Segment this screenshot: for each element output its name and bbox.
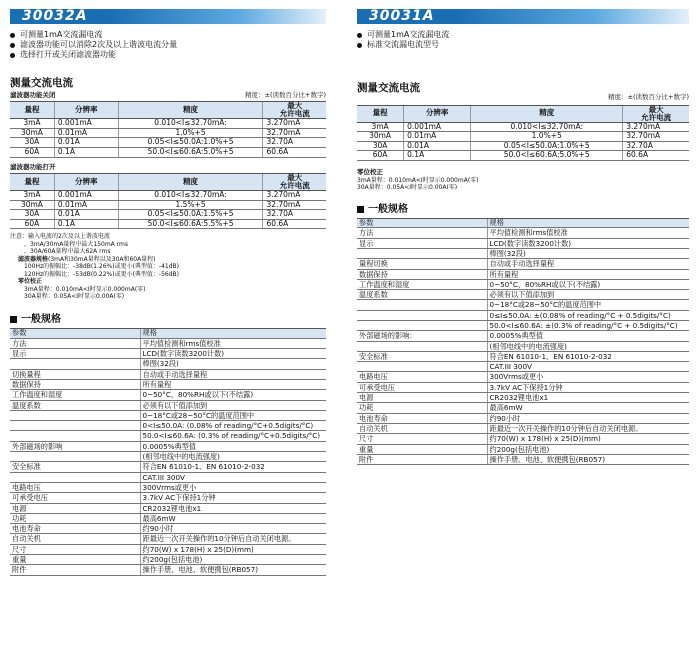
table-cell: 0.01mA [404,132,471,142]
table-cell: 30mA [10,128,54,138]
spec-value: 0.0005%典型值 [487,331,689,341]
col-header: 量程 [10,173,54,190]
spec-key: 温度系数 [357,290,487,300]
spec-row [10,359,326,369]
table-cell: 0.01mA [54,128,118,138]
spec-value: 约70(W) x 178(H) x 25(D)(mm) [487,434,689,444]
spec-key: 工作温度和湿度 [357,279,487,289]
spec-row [10,524,326,534]
table-cell: 1.0%+5 [118,128,263,138]
spec-row [10,349,326,359]
notes-block [10,233,326,301]
accuracy-table [357,105,689,162]
spec-key [357,300,487,310]
spec-value: 300Vrms或更小 [140,482,326,492]
spec-row [357,393,689,403]
note-line: 30A量程：0.05A<I时显示0.00A(零) [357,184,458,192]
spec-key: 显示 [10,349,140,359]
accuracy-note: 精度：±(读数百分比+数字) [608,93,689,102]
spec-value: 0~50°C，80%RH或以下(不结露) [140,390,326,400]
spec-key: 自动关机 [357,423,487,433]
bullet-icon [357,43,362,48]
table-cell: 50.0<I≤60.6A:5.0%+5 [118,147,263,157]
table-cell: 60A [357,151,404,161]
spec-key: 重量 [10,554,140,564]
spec-value: 0<I≤50.0A: (0.08% of reading/°C+0.5digits/°C) [140,421,326,431]
spec-value: 所有量程 [140,379,326,389]
spec-value: 所有量程 [487,269,689,279]
general-spec-title: 一般规格 [10,314,326,326]
spec-row [10,338,326,348]
spec-row [10,379,326,389]
spec-row [357,279,689,289]
spec-row [10,513,326,523]
square-icon [357,206,364,213]
table-cell: 30A [10,138,54,148]
table-cell: 0.05<I≤50.0A:1.0%+5 [118,138,263,148]
spec-value: 操作手册、电池、软便携包(RB057) [140,565,326,575]
spec-key: 安全标准 [10,462,140,472]
spec-key: 方法 [10,338,140,348]
spec-value: (相邻电线中的电流强度) [487,341,689,351]
table-cell: 0.05<I≤50.0A:1.0%+5 [471,141,623,151]
spec-row [357,413,689,423]
spec-row [10,410,326,420]
feature-item: 标准交流漏电流型号 [357,40,689,50]
spec-value: 平均值检测和rms值校准 [140,338,326,348]
table-cell: 0.01A [404,141,471,151]
spec-key [10,410,140,420]
spec-key [357,320,487,330]
spec-value: 棒图(32段) [487,248,689,258]
spec-value: 0~50°C，80%RH或以下(不结露) [487,279,689,289]
table-row [357,132,689,142]
spec-row [357,259,689,269]
table-cell: 3mA [10,119,54,129]
table-cell: 0.1A [54,219,118,229]
spec-key [357,310,487,320]
table-cell: 3mA [357,122,404,132]
bullet-icon [10,43,15,48]
spec-value: 3.7kV AC下保持1分钟 [140,493,326,503]
spec-row [357,269,689,279]
spec-key: 外部磁场的影响 [10,441,140,451]
accuracy-note: 精度：±(读数百分比+数字) [245,90,326,99]
spec-row [357,290,689,300]
table-cell: 60.6A [623,151,689,161]
col-header: 最大 允许电流 [263,102,326,119]
table-row [10,210,326,220]
spec-value: LCD(数字读数3200计数) [140,349,326,359]
model-banner [10,9,326,24]
left-column [10,0,326,576]
spec-value: 0.0005%典型值 [140,441,326,451]
spec-row [357,444,689,454]
spec-key: 外部磁场的影响： [357,331,487,341]
table-cell: 60A [10,147,54,157]
spec-row [10,369,326,379]
table-row [10,190,326,200]
spec-key: 安全标准 [357,351,487,361]
table-cell: 0.001mA [54,190,118,200]
table-cell: 3mA [10,190,54,200]
spec-key [357,248,487,258]
table-cell: 0.01A [54,138,118,148]
spec-key: 功耗 [357,403,487,413]
spec-key: 可承受电压 [357,382,487,392]
spec-row [357,362,689,372]
spec-row [357,382,689,392]
table-cell: 0.1A [54,147,118,157]
col-header: 最大 允许电流 [623,105,689,122]
spec-row [357,372,689,382]
spec-key: 电池寿命 [357,413,487,423]
spec-key: 切换量程 [10,369,140,379]
section-title: 测量交流电流 [357,82,420,94]
table-cell: 30mA [10,200,54,210]
spec-row [357,300,689,310]
col-header: 精度 [118,173,263,190]
spec-key [10,452,140,462]
feature-item: 可测量1mA交流漏电流 [357,30,689,40]
note-line: ，3mA/30mA量程中最大150mA rms [24,240,129,248]
bullet-icon [357,33,362,38]
spec-row [10,482,326,492]
table-cell: 50.0<I≤60.6A:5.0%+5 [471,151,623,161]
spec-value: 50.0<I≤60.6A: (0.3% of reading/°C+0.5digits/°C) [140,431,326,441]
spec-key: 功耗 [10,513,140,523]
filter-spec: 滤波器规格(3mA和30mA量程以及30A和60A量程) [18,255,156,263]
spec-key: 方法 [357,228,487,238]
feature-list [357,30,689,50]
general-spec-table [357,218,689,465]
spec-row [10,390,326,400]
spec-key: 附件 [10,565,140,575]
table-row [10,147,326,157]
table-cell: 0.010<I≤32.70mA: [118,190,263,200]
spec-key [10,421,140,431]
table-row [10,219,326,229]
spec-value: 0≤I≤50.0A: ±(0.08% of reading/°C + 0.5digits/°C) [487,310,689,320]
spec-value: LCD(数字读数3200计数) [487,238,689,248]
spec-value: 符合EN 61010-1、EN 61010-2-032 [487,351,689,361]
spec-key: 数据保持 [10,379,140,389]
table-cell: 30A [357,141,404,151]
spec-value: 50.0<I≤60.6A: ±(0.3% of reading/°C + 0.5digits/°C) [487,320,689,330]
spec-value: CAT.III 300V [140,472,326,482]
table-cell: 3.270mA [263,190,326,200]
note-line: 120Hz的振幅比：-53dB(0.22%)或更小(典型值：-56dB) [24,270,179,278]
zero-title: 零位校正 [18,278,43,286]
banner-gradient [110,9,326,24]
col-header: 精度 [471,105,623,122]
col-header: 量程 [357,105,404,122]
spec-row [10,462,326,472]
spec-row [10,431,326,441]
table-cell: 32.70A [263,138,326,148]
table-cell: 32.70mA [623,132,689,142]
spec-row [357,423,689,433]
spec-key: 工作温度和湿度 [10,390,140,400]
spec-value: 约90小时 [140,524,326,534]
table-cell: 60.6A [263,147,326,157]
spec-value: 距最近一次开关操作的10分钟后自动关闭电源。 [140,534,326,544]
spec-value: 约200g(包括电池) [487,444,689,454]
table-cell: 0.001mA [404,122,471,132]
spec-row [357,403,689,413]
table-cell: 0.05<I≤50.0A:1.5%+5 [118,210,263,220]
spec-key: 附件 [357,454,487,464]
model-number: 30032A [10,9,96,24]
spec-key [357,341,487,351]
spec-row [357,228,689,238]
table-row [357,151,689,161]
spec-value: 最高6mW [487,403,689,413]
spec-key [10,359,140,369]
table-row [10,119,326,129]
spec-value: 操作手册、电池、软便携包(RB057) [487,454,689,464]
table-cell: 0.01mA [54,200,118,210]
spec-value: 自动或手动选择量程 [487,259,689,269]
spec-key: 电路电压 [357,372,487,382]
feature-item: 选择打开或关闭滤波器功能 [10,50,326,60]
table-cell: 3.270mA [623,122,689,132]
spec-row [10,544,326,554]
spec-key: 重量 [357,444,487,454]
col-header: 分辨率 [54,173,118,190]
filter-on-label: 滤波器功能打开 [10,162,56,171]
spec-value: 0~18°C或28~50°C的温度范围中 [140,410,326,420]
table-cell: 60A [10,219,54,229]
note-line: ，30A/60A量程中最大62A rms [24,248,111,256]
spec-value: 约90小时 [487,413,689,423]
spec-row [10,503,326,513]
col-header: 规格 [487,219,689,228]
table-cell: 30mA [357,132,404,142]
table-cell: 32.70A [623,141,689,151]
filter-off-label: 滤波器功能关闭 [10,91,56,100]
table-cell: 0.01A [54,210,118,220]
spec-key [10,472,140,482]
spec-value: CR2032锂电池x1 [487,393,689,403]
spec-row [357,434,689,444]
table-cell: 1.0%+5 [471,132,623,142]
bullet-icon [10,53,15,58]
spec-key: 可承受电压 [10,493,140,503]
col-header: 量程 [10,102,54,119]
table-cell: 1.5%+5 [118,200,263,210]
spec-key [357,362,487,372]
spec-row [10,421,326,431]
spec-value: 300Vrms或更小 [487,372,689,382]
feature-item: 可测量1mA交流漏电流 [10,30,326,40]
spec-key: 电池寿命 [10,524,140,534]
spec-row [10,400,326,410]
right-column [357,0,689,465]
table-row [10,138,326,148]
spec-row [10,493,326,503]
col-header: 规格 [140,329,326,338]
general-spec-table [10,328,326,575]
spec-value: 约200g(包括电池) [140,554,326,564]
table-cell: 60.6A [263,219,326,229]
spec-key: 电源 [357,393,487,403]
spec-key: 温度系数 [10,400,140,410]
table-cell: 0.001mA [54,119,118,129]
section-title: 测量交流电流 [10,77,73,89]
table-cell: 32.70mA [263,128,326,138]
spec-value: CR2032锂电池x1 [140,503,326,513]
spec-row [10,565,326,575]
spec-row [357,341,689,351]
col-header: 精度 [118,102,263,119]
col-header: 参数 [357,219,487,228]
spec-row [357,320,689,330]
table-cell: 0.010<I≤32.70mA: [118,119,263,129]
spec-value: CAT.III 300V [487,362,689,372]
accuracy-table-filter-off [10,101,326,158]
spec-key: 电源 [10,503,140,513]
table-cell: 32.70A [263,210,326,220]
spec-value: (相邻电线中的电流强度) [140,452,326,462]
spec-key [10,431,140,441]
table-cell: 32.70mA [263,200,326,210]
note-line: 3mA量程：0.010mA<I时显示0.000mA(零) [24,285,146,293]
feature-item: 滤波器功能可以消除2次及以上谐波电流分量 [10,40,326,50]
bullet-icon [10,33,15,38]
spec-value: 距最近一次开关操作的10分钟后自动关闭电源。 [487,423,689,433]
spec-value: 棒图(32段) [140,359,326,369]
spec-key: 量程切换 [357,259,487,269]
spec-row [10,452,326,462]
col-header: 分辨率 [54,102,118,119]
general-spec-title: 一般规格 [357,204,689,216]
spec-key: 尺寸 [357,434,487,444]
spec-value: 必须有以下值添加到 [487,290,689,300]
spec-row [357,310,689,320]
square-icon [10,316,17,323]
table-cell: 0.1A [404,151,471,161]
table-cell: 0.010<I≤32.70mA: [471,122,623,132]
table-cell: 50.0<I≤60.6A:5.5%+5 [118,219,263,229]
model-banner [357,9,689,24]
spec-value: 约70(W) x 178(H) x 25(D)(mm) [140,544,326,554]
note-line: 3mA量程：0.010mA<I时显示0.000mA(零) [357,176,479,184]
spec-key: 显示 [357,238,487,248]
spec-key: 数据保持 [357,269,487,279]
spec-row [10,472,326,482]
banner-gradient [457,9,689,24]
spec-value: 平均值检测和rms值校准 [487,228,689,238]
col-header: 最大 允许电流 [263,173,326,190]
spec-row [10,554,326,564]
col-header: 参数 [10,329,140,338]
spec-key: 尺寸 [10,544,140,554]
spec-row [357,454,689,464]
spec-row [357,331,689,341]
spec-key: 自动关机 [10,534,140,544]
notes-block [357,169,689,192]
spec-row [357,248,689,258]
table-cell: 30A [10,210,54,220]
spec-value: 自动或手动选择量程 [140,369,326,379]
note-line: 30A量程：0.05A<I时显示0.00A(零) [24,293,125,301]
spec-value: 0~18°C或28~50°C的温度范围中 [487,300,689,310]
spec-key: 电路电压 [10,482,140,492]
table-cell: 3.270mA [263,119,326,129]
spec-value: 符合EN 61010-1、EN 61010-2-032 [140,462,326,472]
spec-value: 必须有以下值添加到 [140,400,326,410]
spec-value: 3.7kV AC下保持1分钟 [487,382,689,392]
spec-row [10,534,326,544]
spec-row [357,351,689,361]
note-line: 注意：输入电流的2次及以上谐波电流 [10,233,110,241]
model-number: 30031A [357,9,443,24]
note-line: 100Hz的振幅比：-38dB(1.26%)或更小(典型值：-41dB) [24,263,179,271]
zero-title: 零位校正 [357,168,383,177]
spec-value: 最高6mW [140,513,326,523]
col-header: 分辨率 [404,105,471,122]
spec-row [10,441,326,451]
accuracy-table-filter-on [10,173,326,230]
feature-list [10,30,326,60]
spec-row [357,238,689,248]
